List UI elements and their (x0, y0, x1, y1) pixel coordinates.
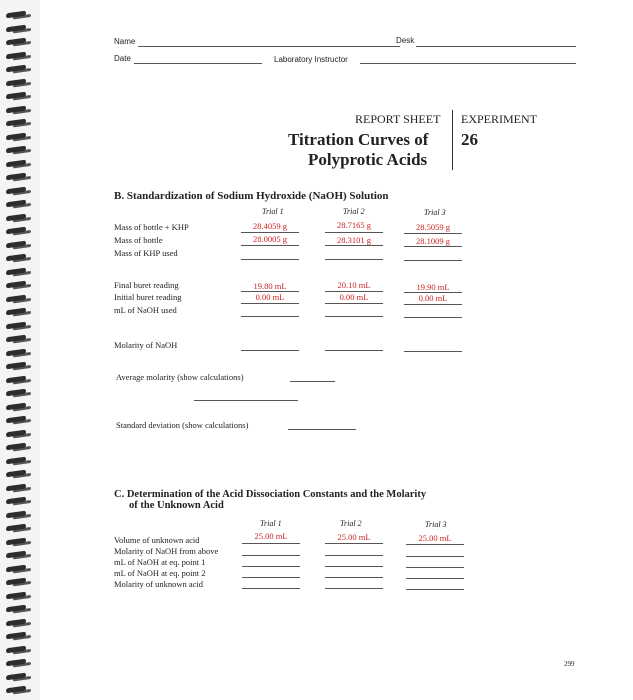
spiral-ring (6, 146, 26, 154)
experiment-label: EXPERIMENT (461, 112, 537, 126)
spiral-ring (6, 470, 26, 478)
c-blank[interactable] (242, 577, 300, 578)
b-blank[interactable] (325, 303, 383, 304)
spiral-ring (6, 389, 26, 397)
spiral-ring (6, 38, 26, 46)
spiral-ring (6, 24, 26, 32)
spiral-ring (6, 564, 26, 572)
c-row-label: mL of NaOH at eq. point 1 (114, 557, 206, 567)
spiral-ring (6, 173, 26, 181)
section-b-title: B. Standardization of Sodium Hydroxide (NaOH) Solution (114, 190, 389, 202)
average-calc-blank[interactable] (194, 400, 298, 401)
c-blank[interactable] (406, 578, 464, 579)
b-value: 0.00 mL (255, 292, 285, 302)
stdev-blank[interactable] (288, 429, 356, 430)
b-value: 19.90 mL (416, 282, 450, 292)
title-line-1: Titration Curves of (288, 130, 429, 149)
b-trial-3: Trial 3 (424, 208, 446, 217)
heading-divider (452, 110, 453, 170)
b-blank[interactable] (404, 233, 462, 234)
page-number: 299 (564, 660, 575, 668)
spiral-ring (6, 416, 26, 424)
c-blank[interactable] (242, 555, 300, 556)
c-blank[interactable] (406, 567, 464, 568)
b-row-label: Mass of bottle (114, 235, 163, 245)
report-page (40, 0, 633, 700)
average-blank[interactable] (290, 381, 335, 382)
b-value: 28.4059 g (253, 221, 287, 231)
spiral-ring (6, 483, 26, 491)
spiral-ring (6, 105, 26, 113)
b-blank[interactable] (241, 316, 299, 317)
section-c-title-1: C. Determination of the Acid Dissociation Constants and the Molarity (114, 489, 427, 500)
b-blank[interactable] (404, 304, 462, 305)
spiral-ring (6, 429, 26, 437)
spiral-ring (6, 281, 26, 289)
c-trial-2: Trial 2 (340, 519, 362, 528)
spiral-ring (6, 402, 26, 410)
c-blank[interactable] (242, 566, 300, 567)
c-trial-3: Trial 3 (425, 520, 447, 529)
c-row-label: Volume of unknown acid (114, 535, 200, 545)
b-blank[interactable] (325, 232, 383, 233)
spiral-ring (6, 11, 26, 19)
b-row-label: Initial buret reading (114, 292, 182, 302)
spiral-ring (6, 294, 26, 302)
b-value: 0.00 mL (339, 292, 369, 302)
b-blank[interactable] (325, 245, 383, 246)
spiral-ring (6, 645, 26, 653)
spiral-ring (6, 119, 26, 127)
c-value: 25.00 mL (418, 533, 452, 543)
c-trial-1: Trial 1 (260, 519, 282, 528)
spiral-ring (6, 686, 26, 694)
b-blank[interactable] (325, 291, 383, 292)
c-blank[interactable] (406, 589, 464, 590)
b-row-label: Mass of bottle + KHP (114, 222, 189, 232)
b-value: 28.3101 g (337, 235, 371, 245)
c-blank[interactable] (406, 556, 464, 557)
instructor-field[interactable] (360, 63, 576, 64)
spiral-ring (6, 443, 26, 451)
report-sheet-label: REPORT SHEET (355, 112, 441, 126)
b-blank[interactable] (241, 259, 299, 260)
c-value: 25.00 mL (254, 531, 288, 541)
spiral-ring (6, 51, 26, 59)
c-row-label: Molarity of unknown acid (114, 579, 203, 589)
name-label: Name (114, 37, 136, 46)
c-blank[interactable] (325, 555, 383, 556)
spiral-ring (6, 578, 26, 586)
date-field[interactable] (134, 63, 262, 64)
b-value: 0.00 mL (418, 293, 448, 303)
spiral-ring (6, 186, 26, 194)
spiral-ring (6, 227, 26, 235)
desk-label: Desk (396, 36, 415, 45)
b-blank[interactable] (241, 245, 299, 246)
c-blank[interactable] (242, 543, 300, 544)
b-trial-2: Trial 2 (343, 207, 365, 216)
spiral-ring (6, 537, 26, 545)
c-blank[interactable] (325, 566, 383, 567)
spiral-ring (6, 308, 26, 316)
spiral-ring (6, 591, 26, 599)
section-c-title-2: of the Unknown Acid (129, 500, 224, 511)
spiral-ring (6, 159, 26, 167)
spiral-ring (6, 672, 26, 680)
c-blank[interactable] (242, 588, 300, 589)
b-blank[interactable] (241, 303, 299, 304)
b-value: 28.0005 g (253, 234, 287, 244)
b-value: 20.10 mL (337, 280, 371, 290)
c-blank[interactable] (406, 544, 464, 545)
spiral-ring (6, 240, 26, 248)
spiral-ring (6, 497, 26, 505)
instructor-label: Laboratory Instructor (274, 55, 348, 64)
c-row-label: mL of NaOH at eq. point 2 (114, 568, 206, 578)
title-line-2: Polyprotic Acids (308, 150, 428, 169)
spiral-ring (6, 213, 26, 221)
b-row-label: Final buret reading (114, 280, 179, 290)
spiral-ring (6, 92, 26, 100)
spiral-ring (6, 335, 26, 343)
b-trial-1: Trial 1 (262, 207, 284, 216)
spiral-ring (6, 267, 26, 275)
c-value: 25.00 mL (337, 532, 371, 542)
b-value: 28.1009 g (416, 236, 450, 246)
spiral-ring (6, 510, 26, 518)
spiral-ring (6, 456, 26, 464)
spiral-ring (6, 254, 26, 262)
spiral-ring (6, 321, 26, 329)
b-blank[interactable] (404, 317, 462, 318)
spiral-ring (6, 348, 26, 356)
b-row-label: Mass of KHP used (114, 248, 178, 258)
stdev-label: Standard deviation (show calculations) (116, 420, 249, 430)
c-blank[interactable] (325, 577, 383, 578)
molarity-blank[interactable] (325, 350, 383, 351)
average-label: Average molarity (show calculations) (116, 372, 244, 382)
molarity-label: Molarity of NaOH (114, 340, 178, 350)
c-blank[interactable] (325, 543, 383, 544)
molarity-blank[interactable] (241, 350, 299, 351)
desk-field[interactable] (416, 46, 576, 47)
molarity-blank[interactable] (404, 351, 462, 352)
spiral-ring (6, 375, 26, 383)
b-value: 19.80 mL (253, 281, 287, 291)
spiral-ring (6, 551, 26, 559)
spiral-ring (6, 605, 26, 613)
experiment-number: 26 (461, 130, 478, 149)
b-blank[interactable] (241, 291, 299, 292)
date-label: Date (114, 54, 131, 63)
spiral-ring (6, 659, 26, 667)
c-row-label: Molarity of NaOH from above (114, 546, 219, 556)
b-blank[interactable] (404, 260, 462, 261)
spiral-ring (6, 132, 26, 140)
b-value: 28.5059 g (416, 222, 450, 232)
b-blank[interactable] (404, 246, 462, 247)
c-blank[interactable] (325, 588, 383, 589)
b-blank[interactable] (404, 292, 462, 293)
spiral-ring (6, 200, 26, 208)
b-blank[interactable] (241, 232, 299, 233)
name-field[interactable] (138, 46, 400, 47)
b-row-label: mL of NaOH used (114, 305, 177, 315)
spiral-ring (6, 524, 26, 532)
b-blank[interactable] (325, 259, 383, 260)
b-value: 28.7165 g (337, 220, 371, 230)
spiral-ring (6, 632, 26, 640)
spiral-ring (6, 65, 26, 73)
b-blank[interactable] (325, 316, 383, 317)
spiral-ring (6, 618, 26, 626)
spiral-ring (6, 78, 26, 86)
spiral-binding (0, 0, 40, 700)
spiral-ring (6, 362, 26, 370)
